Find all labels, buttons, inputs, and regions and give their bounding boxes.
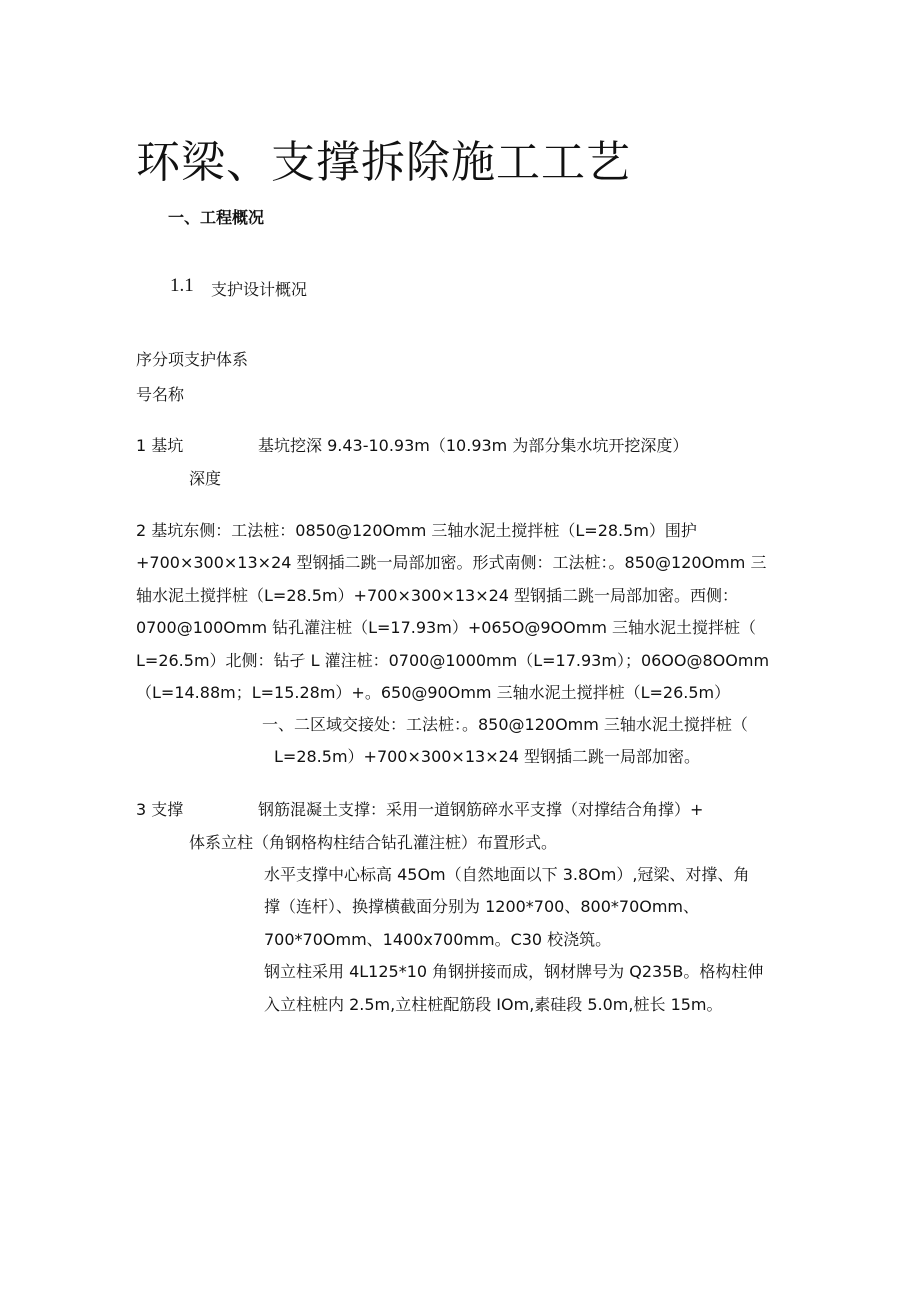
row2-line: 轴水泥土搅拌桩（L=28.5m）+700×300×13×24 型钢插二跳一局部加密。西侧： xyxy=(136,585,739,605)
row3-para-line: 钢立柱采用 4L125*10 角钢拼接而成，钢材牌号为 Q235B。格构柱伸 xyxy=(264,962,764,982)
row1-label: 1 基坑 xyxy=(136,436,184,455)
row3-para-line: 撑（连杆）、换撑横截面分别为 1200*700、800*70Omm、 xyxy=(264,897,700,917)
row2-sub-line: L=28.5m）+700×300×13×24 型钢插二跳一局部加密。 xyxy=(274,747,701,766)
subsection-number: 1.1 xyxy=(170,275,194,296)
row2-line: 0700@100Omm 钻孔灌注桩（L=17.93m）+065O@9OOmm 三轴水泥土搅拌桩（ xyxy=(136,618,756,638)
row2-line: L=26.5m）北侧：钻孑 L 灌注桩：0700@1000mm（L=17.93m）；06OO@8OOmm xyxy=(136,650,770,670)
row1-content: 基坑挖深 9.43-10.93m（10.93m 为部分集水坑开挖深度） xyxy=(258,436,689,455)
row3-label-cont: 体系 xyxy=(189,833,222,852)
row2-sub-line: 一、二区域交接处：工法桩：。850@120Omm 三轴水泥土搅拌桩（ xyxy=(262,715,748,734)
page-title: 环梁、支撑拆除施工工艺 xyxy=(136,137,631,188)
row3-paragraph xyxy=(264,859,763,1021)
row3-label: 3 支撑 xyxy=(136,800,184,819)
table-header-line2: 号名称 xyxy=(136,385,185,404)
row2-line: 2 基坑东侧：工法桩：0850@120Omm 三轴水泥土搅拌桩（L=28.5m）围护 xyxy=(136,521,697,540)
row2-block xyxy=(136,515,769,709)
row3-line2: 立柱（角钢格构柱结合钻孔灌注桩）布置形式。 xyxy=(221,833,558,852)
row3-para-line: 入立柱桩内 2.5m,立柱桩配筋段 IOm,素硅段 5.0m,桩长 15m。 xyxy=(264,994,723,1014)
row3-para-line: 700*70Omm、1400x700mm。C30 校浇筑。 xyxy=(264,929,612,949)
section-heading: 一、工程概况 xyxy=(168,208,265,227)
row2-line: （L=14.88m；L=15.28m）+。650@90Omm 三轴水泥土搅拌桩（L=26.5m） xyxy=(136,683,731,703)
row3-para-line: 水平支撑中心标高 45Om（自然地面以下 3.8Om）,冠梁、对撑、角 xyxy=(264,865,750,884)
row1-label-cont: 深度 xyxy=(189,469,222,488)
row3-line1: 钢筋混凝土支撑：采用一道钢筋碎水平支撑（对撑结合角撑）+ xyxy=(258,800,704,819)
table-header-line1: 序分项支护体系 xyxy=(136,350,249,369)
subsection-title: 支护设计概况 xyxy=(211,280,308,299)
row2-line: +700×300×13×24 型钢插二跳一局部加密。形式南侧：工法桩：。850@120Omm 三 xyxy=(136,553,767,573)
